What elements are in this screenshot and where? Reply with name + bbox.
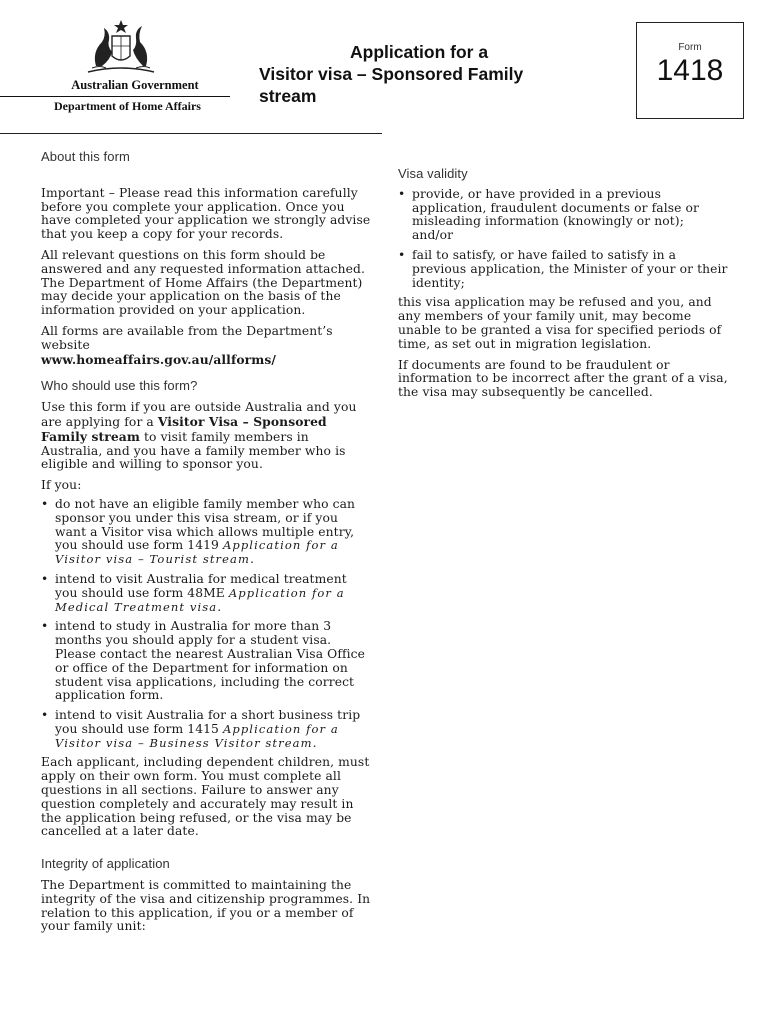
validity-bullet-list: [398, 188, 728, 291]
right-column: [398, 167, 728, 407]
bullet-text: intend to study in Australia for more than 3 months you should apply for a student visa. Please contact the nearest Australian Visa Office or office of the Department for information on student visa applications, including the correct application form.: [55, 619, 366, 703]
bullet-end: .: [217, 599, 222, 614]
bullet-text: intend to visit Australia for a short business trip you should use form 1415: [55, 708, 361, 736]
validity-heading: Visa validity: [398, 166, 468, 181]
about-forms-text: All forms are available from the Department’s website: [41, 323, 333, 352]
header-rule: [0, 133, 382, 134]
bullet-icon: •: [398, 247, 406, 262]
form-title-ref: Application for a Visitor visa – Tourist stream: [55, 538, 339, 567]
bullet-text: provide, or have provided in a previous application, fraudulent documents or false or misleading information (knowingly or not); and/or: [412, 186, 700, 243]
who-bullet-list: [41, 498, 371, 751]
forms-url-link[interactable]: www.homeaffairs.gov.au/allforms/: [41, 351, 276, 367]
about-paragraph-1: Important – Please read this information carefully before you complete your application. Once you have completed your application we strongly advise that you keep a copy for your records.: [41, 185, 371, 242]
coat-of-arms-icon: [82, 18, 160, 78]
who-text-a: Use this form if you are outside Australia and you are applying for a: [41, 400, 357, 429]
header-divider: [0, 96, 230, 97]
if-you-label: If you:: [41, 478, 82, 493]
form-title-ref: Application for a Visitor visa – Business Visitor stream: [55, 721, 339, 750]
form-title-ref: Application for a Medical Treatment visa: [55, 585, 345, 614]
bullet-icon: •: [41, 496, 49, 511]
who-text-b: to visit family members in Australia, and you have a family member who is eligible and willing to sponsor you.: [41, 429, 346, 472]
bullet-text: fail to satisfy, or have failed to satisfy in a previous application, the Minister of your or their identity;: [412, 247, 728, 290]
validity-paragraph-1: this visa application may be refused and you, and any members of your family unit, may become unable to be granted a visa for specified periods of time, as set out in migration legislation.: [398, 295, 722, 351]
list-item: [398, 188, 728, 243]
bullet-end: .: [250, 552, 255, 567]
list-item: [41, 498, 371, 567]
government-name: Australian Government: [71, 78, 199, 92]
about-paragraph-2: All relevant questions on this form should be answered and any requested information attached. The Department of Home Affairs (the Department) may decide your application on the basis of the information provided on your application.: [41, 247, 365, 318]
list-item: [41, 620, 371, 703]
form-number-box: [636, 22, 744, 119]
bullet-icon: •: [41, 619, 49, 634]
form-title-line2: Visitor visa – Sponsored Family: [259, 64, 524, 84]
integrity-paragraph-1: The Department is committed to maintaining the integrity of the visa and citizenship programmes. In relation to this application, if you or a member of your family unit:: [41, 878, 371, 934]
bullet-text: intend to visit Australia for medical treatment you should use form 48ME: [55, 571, 347, 600]
who-paragraph-1: [41, 401, 371, 472]
form-number: 1418: [656, 54, 724, 87]
bullet-icon: •: [41, 708, 49, 723]
list-item: [41, 573, 371, 614]
who-visa-name: Visitor Visa – Sponsored Family stream: [41, 413, 327, 444]
bullet-end: .: [312, 735, 317, 750]
bullet-icon: •: [398, 186, 406, 201]
about-heading: About this form: [41, 149, 130, 164]
who-paragraph-2: Each applicant, including dependent children, must apply on their own form. You must complete all questions in all sections. Failure to answer any question completely and accurately may result in the application being refused, or the visa may be cancelled at a later date.: [41, 755, 370, 839]
bullet-icon: •: [41, 571, 49, 586]
form-title-line3: stream: [259, 86, 317, 106]
form-title: [259, 41, 589, 107]
bullet-text: do not have an eligible family member who can sponsor you under this visa stream, or if you want a Visitor visa which allows multiple entry, you should use form 1419: [55, 496, 356, 553]
list-item: [41, 709, 371, 750]
left-column: [41, 150, 371, 941]
form-title-line1: Application for a: [350, 42, 489, 62]
about-paragraph-3: [41, 325, 371, 367]
department-name: Department of Home Affairs: [54, 99, 201, 113]
who-heading: Who should use this form?: [41, 378, 198, 394]
form-label: Form: [678, 42, 702, 53]
validity-paragraph-2: If documents are found to be fraudulent or information to be incorrect after the grant of a visa, the visa may subsequently be cancelled.: [398, 357, 728, 400]
integrity-heading: Integrity of application: [41, 856, 170, 872]
list-item: [398, 249, 728, 290]
